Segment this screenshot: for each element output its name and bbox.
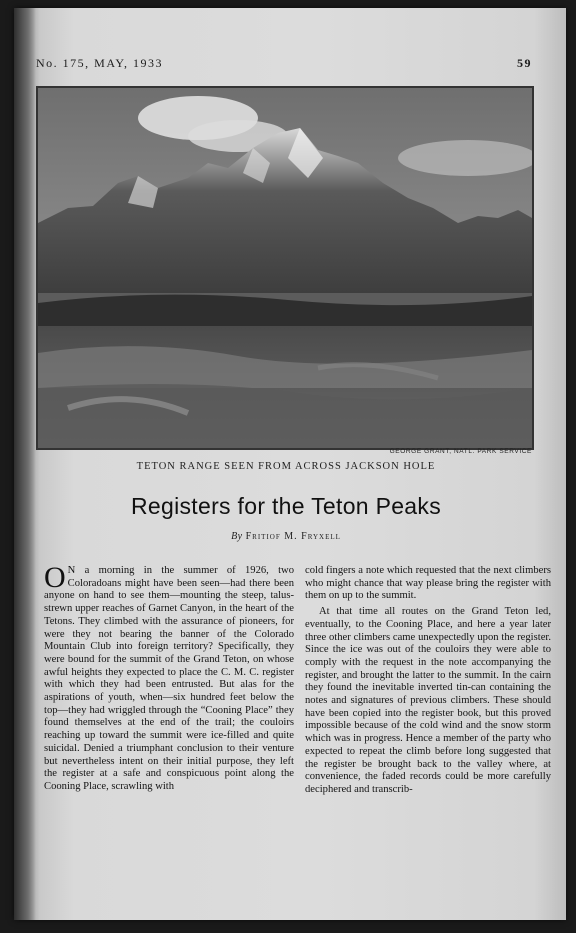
- book-gutter-shadow: [14, 8, 36, 920]
- text-column-left: [44, 561, 294, 794]
- running-head: [36, 56, 532, 74]
- paragraph-text: N a morning in the summer of 1926, two Coloradoans might have been seen—had there been anyone on hand to see them—mounting the steep, talus-strewn upper reaches of Garnet Canyon, in the heart of the Tetons. They climbed with the assurance of pioneers, for were they not bearing the banner of the Colorado Mountain Club into foreign territory? Specifically, they were bound for the summit of the Grand Teton, on whose awful heights they expected to place the C. M. C. register with which they had been entrusted. But alas for the aspirations of youth, when—six hundred feet below the top—they had wriggled through the “Cooning Place” they found themselves at the end of the trail; the couloirs reaching up toward the summit were ice-filled and quite suicidal. Denied a triumphant conclusion to their venture but nevertheless intent on their initial purpose, they left the register at a safe and conspicuous point along the Cooning Place, scrawling with: [44, 565, 294, 792]
- issue-line: No. 175, MAY, 1933: [36, 56, 164, 70]
- byline: [36, 531, 536, 542]
- author-name: Fritiof M. Fryxell: [245, 531, 341, 542]
- byline-by: By: [231, 531, 243, 542]
- page-number: 59: [517, 56, 532, 70]
- mountain-landscape-image: [38, 88, 532, 448]
- teton-range-photo: [36, 86, 534, 450]
- paragraph: cold fingers a note which requested that the next climbers who might chance that way please bring the register with them on up to the summit.: [305, 565, 551, 602]
- photo-credit: GEORGE GRANT, NATL. PARK SERVICE: [389, 448, 532, 455]
- paragraph: [44, 561, 294, 794]
- text-column-right: [305, 565, 551, 797]
- article-title: Registers for the Teton Peaks: [131, 493, 441, 519]
- paragraph: At that time all routes on the Grand Teton led, eventually, to the Cooning Place, and here a year later three other climbers came unexpectedly upon the register. Since the ice was out of the couloirs they were able to comply with the request in the note accompanying the register, and brought the latter to the summit. In the cairn they found the inevitable inverted tin-can containing the notes and signatures of previous climbers. These should have been copied into the register book, but this proved impossible because of the cold wind and the snow storm which was in progress. Hence a member of the party who expected to repeat the climb before long suggested that the register be brought back to the valley where, at convenience, the faded records could be more carefully deciphered and transcrib-: [305, 606, 551, 795]
- photo-caption: TETON RANGE SEEN FROM ACROSS JACKSON HOLE: [136, 461, 436, 472]
- drop-cap: O: [44, 561, 66, 594]
